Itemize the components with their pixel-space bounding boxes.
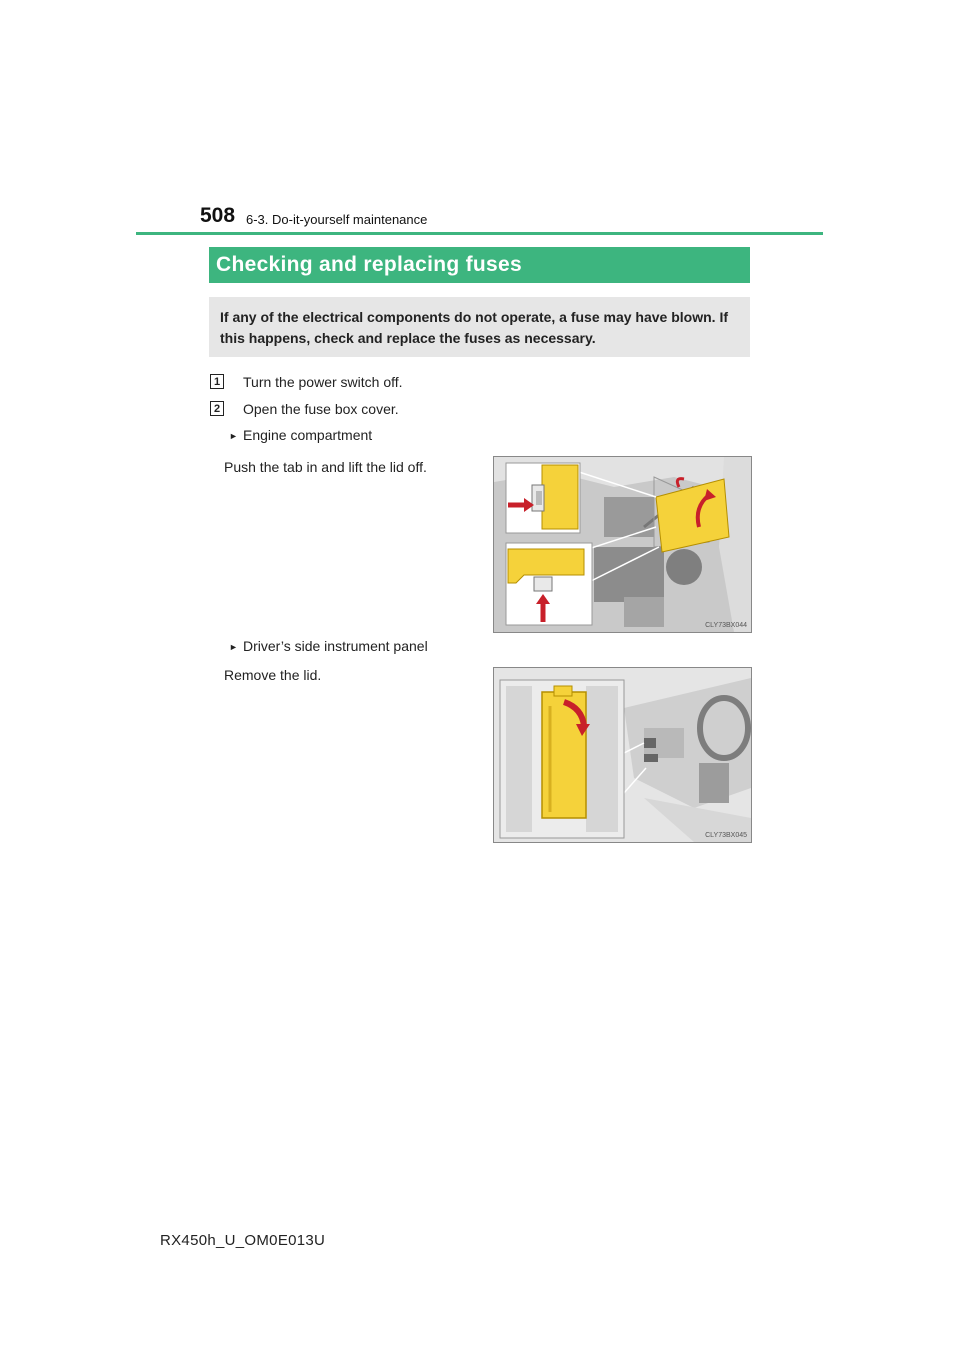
step-2-number: 2 <box>210 401 224 416</box>
location-2-name: Driver’s side instrument panel <box>243 638 428 654</box>
engine-compartment-illustration <box>494 457 751 632</box>
location-2-instruction: Remove the lid. <box>224 667 322 683</box>
instrument-panel-figure <box>493 667 752 843</box>
section-title: 6-3. Do-it-yourself maintenance <box>246 212 428 227</box>
header-rule <box>136 232 823 235</box>
document-code: RX450h_U_OM0E013U <box>160 1232 326 1249</box>
step-2-text: Open the fuse box cover. <box>243 401 399 417</box>
engine-compartment-figure <box>493 456 752 633</box>
step-1-text: Turn the power switch off. <box>243 374 403 390</box>
bullet-arrow-icon: ► <box>229 642 238 652</box>
figure-code: CLY73BX045 <box>705 832 747 839</box>
step-1-number: 1 <box>210 374 224 389</box>
page-number: 508 <box>200 204 236 227</box>
figure-code: CLY73BX044 <box>705 622 747 629</box>
intro-text: If any of the electrical components do not operate, a fuse may have blown. If this happens, check and replace the fuses as necessary. <box>220 309 728 346</box>
page-title: Checking and replacing fuses <box>209 247 750 283</box>
bullet-arrow-icon: ► <box>229 431 238 441</box>
location-1-name: Engine compartment <box>243 427 373 443</box>
instrument-panel-illustration <box>494 668 751 842</box>
intro-note <box>209 297 750 357</box>
location-1-instruction: Push the tab in and lift the lid off. <box>224 459 427 475</box>
